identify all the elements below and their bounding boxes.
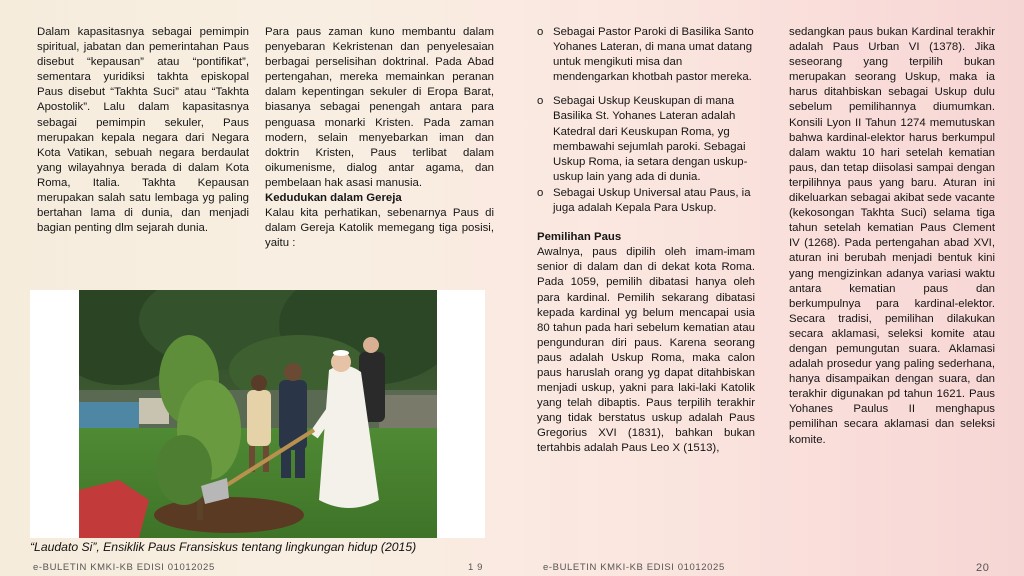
positions-list — [537, 25, 755, 216]
column-4 — [789, 25, 995, 448]
list-item — [537, 94, 755, 185]
list-item-text: Sebagai Uskup Keuskupan di mana Basilika St. Yohanes Lateran adalah Katedral dari Keuskupan Roma, yg membawahi sejumlah paroki. Sebagai Uskup Roma, ia setara dengan uskup-uskup lain yang ada di dunia. — [553, 95, 748, 183]
list-item — [537, 25, 755, 85]
col4-paragraph: sedangkan paus bukan Kardinal terakhir adalah Paus Urban VI (1378). Jika seseorang yang terpilih bukan merupakan seorang Uskup, maka ia harus ditahbiskan sebagai Uskup dulu sebelum pemilihannya diumumkan. Konsili Lyon II Tahun 1274 memutuskan bahwa kardinal-elektor harus berkumpul dalam waktu 10 hari setelah kematian paus, dan tetap diisolasi sampai dengan terpilihnya paus yang baru. Aturan ini dikeluarkan sebagai akibat sede vacante (kekosongan Takhta Suci) selama tiga tahun setelah kematian Paus Clement IV (1268). Pada pertengahan abad XVI, aturan ini berubah menjadi bentuk kini yang mengizinkan adanya variasi waktu antara kematian paus dan berkumpulnya para kardinal-elektor. Secara tradisi, pemilihan dilakukan secara aklamasi, seleksi komite atau dengan pemungutan suara. Aklamasi adalah prosedur yang paling sederhana, hanya disampaikan dengan suara, dan terakhir digunakan pd tahun 1621. Paus Yohanes Paulus II menghapus pemilihan secara aklamasi dan seleksi komite. — [789, 26, 995, 446]
section-heading-kedudukan: Kedudukan dalam Gereja — [265, 192, 402, 205]
footer-right-page-number: 20 — [976, 562, 990, 574]
col1-paragraph: Dalam kapasitasnya sebagai pemimpin spiritual, jabatan dan pemerintahan Paus disebut “kepausan” atau “pontifikat”, sementara yuridiksi takhta episkopal Paus disebut “Takhta Suci” atau “Takhta Apostolik”. Lalu dalam kapasitasnya sebagai pemimpin sekuler, Paus merupakan kepala negara dari Negara Kota Vatikan, sebuah negara berdaulat yang wilayahnya berada di dalam Kota Roma, Italia. Takhta Kepausan merupakan salah satu lembaga yg paling bertahan lama di dunia, dan menjadi bagian penting dlm sejarah dunia. — [37, 26, 249, 235]
section-heading-pemilihan: Pemilihan Paus — [537, 231, 622, 244]
photo-frame — [30, 290, 485, 538]
col2-paragraph-2: Kalau kita perhatikan, sebenarnya Paus di dalam Gereja Katolik memegang tiga posisi, yaitu : — [265, 207, 494, 250]
list-item-text: Sebagai Uskup Universal atau Paus, ia juga adalah Kepala Para Uskup. — [553, 186, 751, 215]
footer-right-label: e-BULETIN KMKI-KB EDISI 01012025 — [543, 562, 725, 573]
footer-left-page-number: 1 9 — [468, 562, 484, 573]
col2-paragraph-1: Para paus zaman kuno membantu dalam penyebaran Kekristenan dan penyelesaian berbagai perselisihan doktrinal. Pada Abad pertengahan, mereka memainkan peranan dalam kepentingan sekuler di Eropa Barat, biasanya sebagai penengah antara para penguasa monarki Kristen. Pada zaman modern, selain menyebarkan iman dan doktrin Kristen, Paus terlibat dalam oikumenisme, dialog antar agama, dan pembelaan hak asasi manusia. — [265, 26, 494, 189]
pope-planting-tree-photo — [79, 290, 437, 538]
bullet-marker: o — [537, 186, 544, 199]
footer-left-label: e-BULETIN KMKI-KB EDISI 01012025 — [33, 562, 215, 573]
photo-caption: “Laudato Si”, Ensiklik Paus Fransiskus tentang lingkungan hidup (2015) — [30, 540, 417, 554]
col3-paragraph: Awalnya, paus dipilih oleh imam-imam senior di dalam dan di dekat kota Roma. Pada 1059, pemilih dibatasi hanya oleh para kardinal. Pemilih sekarang dibatasi kepada kardinal yg belum mencapai usia 80 tahun pada hari sebelum kematian atau pengunduran diri paus. Karena seorang paus adalah Uskup Roma, maka calon paus haruslah orang yg dapat ditahbiskan menjadi uskup, yakni para laki-laki Katolik yang telah dibaptis. Paus terpilih terakhir yang tidak berstatus uskup adalah Paus Gregorius XVI (1831), bahkan bukan tertahbis adalah Paus Leo X (1513), — [537, 246, 755, 455]
column-2 — [265, 25, 494, 251]
column-3 — [537, 25, 755, 457]
list-item-text: Sebagai Pastor Paroki di Basilika Santo Yohanes Lateran, di mana umat datang untuk mengikuti misa dan mendengarkan khotbah pastor mereka. — [553, 26, 754, 84]
bullet-marker: o — [537, 26, 544, 38]
list-item — [537, 186, 755, 216]
column-1 — [37, 25, 249, 236]
bullet-marker: o — [537, 95, 544, 108]
